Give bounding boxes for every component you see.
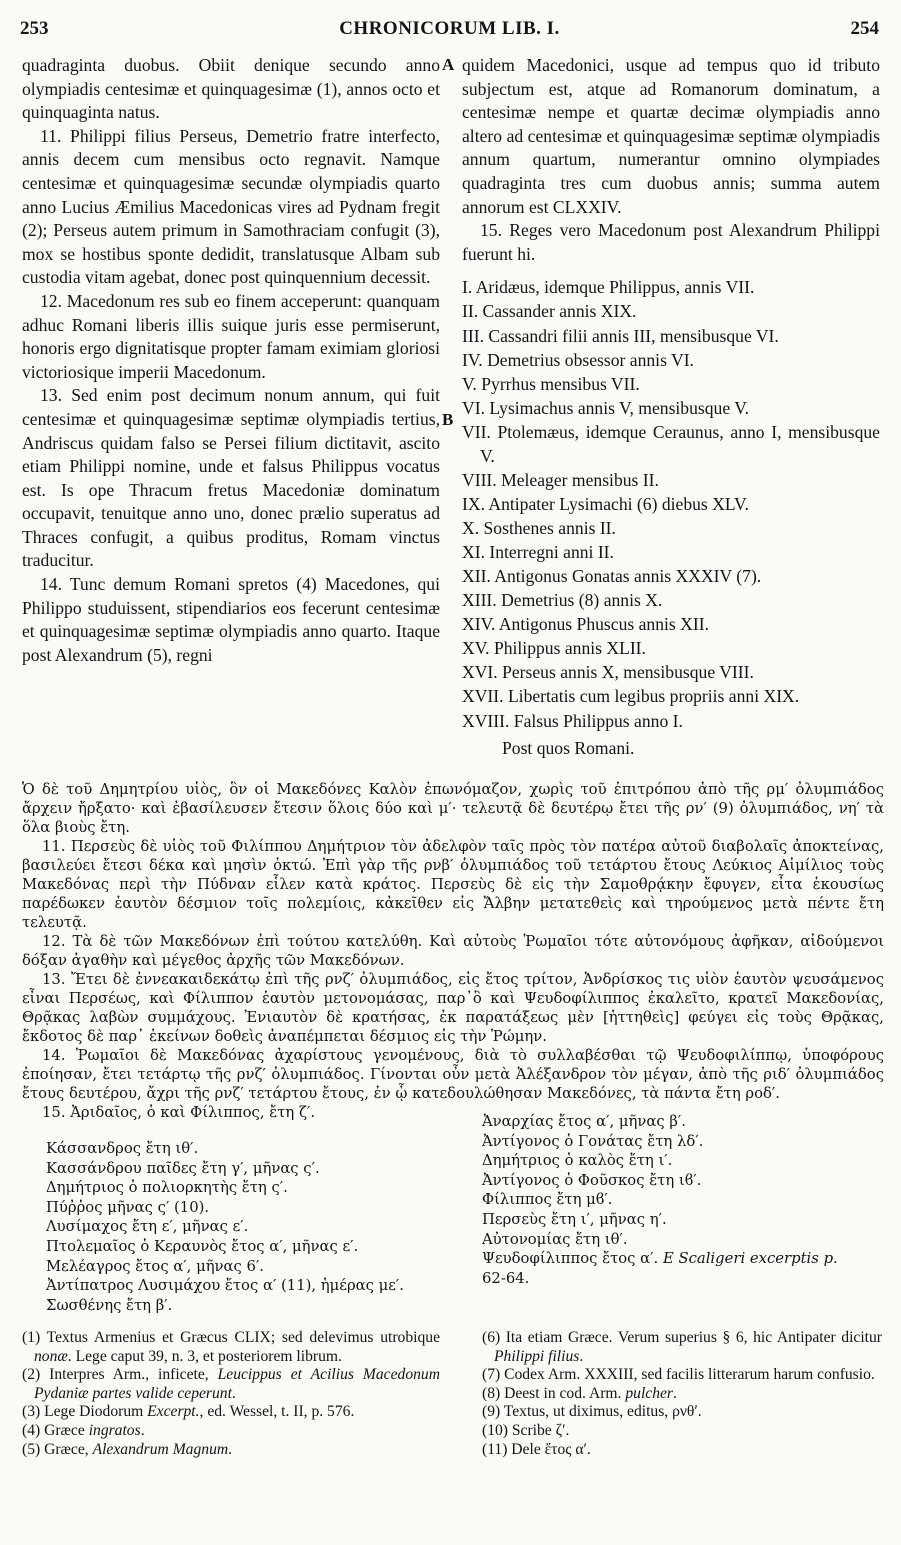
footnote-text: (11) Dele ἔτος α′.: [482, 1440, 591, 1458]
greek-paragraph: 14. Ῥωμαῖοι δὲ Μακεδόνας ἀχαρίστους γενομένους, διὰ τὸ συλλαβέσθαι τῷ Ψευδοφιλίππῳ, ὑποφόρους ἐποίησαν, ἔτει τετάρτῳ τῆς ρνζ′ ὀλυμπιάδος. Γίνονται οὖν μετὰ Ἀλέξανδρον τὸν μέγαν, ἀπὸ τῆς ριδ′ ὀλυμπιάδος ἔτους δευτέρου, ἄχρι τῆς ρνζ′ τετάρτου ἔτους, ἐν ᾧ κατεδουλώθησαν Μακεδόνες, τὰ πάντα ἔτη ροδ′.: [22, 1047, 884, 1102]
king-entry: [462, 637, 880, 661]
king-text: Antigonus Phuscus annis XII.: [498, 614, 709, 635]
greek-king-entry: Σωσθένης ἔτη β′.: [46, 1296, 173, 1314]
latin-paragraph: quidem Macedonici, usque ad tempus quo id tributo subjectum est, atque ad Romanorum dominatum, a centesimæ nempe et quartæ decimæ olympiadis anno altero ad centesimæ et quinquagesimæ septimæ olympiadis annum quartum, numerantur omnino olympiades quadraginta tres cum duobus annis; summa autem annorum est CLXXIV.: [462, 55, 880, 217]
king-text: Meleager mensibus II.: [501, 469, 659, 490]
footnote-text: (7) Codex Arm. XXXIII, sed facilis litterarum harum confusio.: [482, 1366, 875, 1384]
running-header: [20, 18, 879, 42]
king-numeral: XIII.: [462, 590, 502, 611]
footnote-rest: .: [231, 1384, 236, 1402]
footnote: [22, 1329, 440, 1366]
footnote-text: (4) Græce: [22, 1421, 89, 1439]
margin-marker-b: B: [442, 410, 454, 429]
right-page-number: 254: [850, 18, 879, 39]
footnote: [482, 1385, 882, 1404]
footnotes-left: [22, 1329, 440, 1459]
king-text: Libertatis cum legibus propriis anni XIX.: [507, 686, 800, 707]
footnote: [22, 1403, 440, 1422]
footnote: [482, 1422, 882, 1441]
king-entry: [462, 710, 880, 734]
greek-kings-list-right: [482, 1112, 882, 1288]
king-entry: [462, 541, 880, 565]
greek-king-entry: Περσεὺς ἔτη ι′, μῆνας η′.: [482, 1210, 667, 1228]
footnote-rest: .: [228, 1440, 233, 1458]
king-numeral: IV.: [462, 349, 488, 370]
king-text: Demetrius (8) annis X.: [501, 590, 663, 611]
footnote-text: (1) Textus Armenius et Græcus CLIX; sed delevimus utrobique: [22, 1329, 440, 1346]
latin-paragraph: quadraginta duobus. Obiit denique secundo anno olympiadis centesimæ et quinquagesimæ (1), annos octo et quinquaginta natus.: [22, 55, 440, 123]
greek-kings-list-left: [46, 1139, 456, 1315]
footnote: [482, 1366, 882, 1385]
footnote: [22, 1422, 440, 1441]
king-entry: [462, 589, 880, 613]
king-entry: [462, 421, 880, 468]
greek-king-entry: Κασσάνδρου παῖδες ἔτη γ′, μῆνας ς′.: [46, 1159, 320, 1177]
footnote-italic: Philippi filius: [494, 1347, 580, 1365]
footnote-rest: . Lege caput 39, n. 3, et posteriorem librum.: [67, 1347, 342, 1365]
king-text: Interregni anni II.: [489, 541, 614, 562]
king-text: Sosthenes annis II.: [483, 517, 616, 538]
greek-king-entry: Ψευδοφίλιππος ἔτος α′. E Scaligeri excerptis p. 62-64.: [482, 1250, 838, 1287]
king-entry: [462, 276, 880, 300]
greek-king-entry: Λυσίμαχος ἔτη ε′, μῆνας ε′.: [46, 1218, 249, 1236]
king-text: Ptolemæus, idemque Ceraunus, anno I, mensibusque V.: [480, 421, 880, 466]
source-pages: 62-64.: [482, 1269, 530, 1287]
footnote-text: (5) Græce,: [22, 1440, 93, 1458]
footnote-italic: Excerpt.: [147, 1403, 200, 1421]
king-numeral: XV.: [462, 638, 494, 659]
greek-text-block: [22, 780, 884, 1122]
greek-king-entry: Πύῤῥος μῆνας ς′ (10).: [46, 1198, 210, 1216]
footnote: [482, 1329, 882, 1366]
king-entry: [462, 349, 880, 373]
king-text: Demetrius obsessor annis VI.: [487, 349, 694, 370]
latin-right-column: [462, 54, 880, 761]
king-numeral: XII.: [462, 565, 495, 586]
greek-king-entry: Φίλιππος ἔτη μϐ′.: [482, 1191, 613, 1209]
footnote-italic: nonæ: [34, 1347, 68, 1365]
king-text: Philippus annis XLII.: [493, 638, 646, 659]
footnote-text: (2) Interpres Arm., inficete,: [22, 1366, 218, 1384]
running-title: CHRONICORUM LIB. I.: [339, 18, 560, 39]
king-entry: [462, 300, 880, 324]
kings-closing-line: Post quos Romani.: [502, 738, 635, 759]
king-text: Cassander annis XIX.: [482, 301, 637, 322]
greek-king-entry: Ἀντίγονος ὁ Γονάτας ἔτη λδ′.: [482, 1132, 704, 1150]
footnote-text: (3) Lege Diodorum: [22, 1403, 148, 1421]
king-numeral: VIII.: [462, 469, 502, 490]
king-entry: [462, 493, 880, 517]
margin-marker-a: A: [442, 55, 455, 74]
king-numeral: VII.: [462, 421, 498, 442]
king-numeral: V.: [462, 373, 482, 394]
footnote-rest: .: [672, 1384, 677, 1402]
king-numeral: XVIII.: [462, 710, 514, 731]
latin-paragraph: 11. Philippi filius Perseus, Demetrio fratre interfecto, annis decem cum mensibus octo regnavit. Namque centesimæ et quinquagesimæ secundæ olympiadis quarto anno Lucius Æmilius Macedonicas vires ad Pydnam fregit (2); Perseus autem primum in Samothraciam confugit (3), mox se hostibus sponte dedidit, translatusque Albam sub custodia vitam agebat, donec post quinquennium decessit.: [22, 125, 440, 288]
king-text: Antipater Lysimachi (6) diebus XLV.: [488, 493, 749, 514]
greek-king-entry: Δημήτριος ὁ πολιορκητὴς ἔτη ς′.: [46, 1179, 288, 1197]
king-entry: [462, 373, 880, 397]
king-entry: [462, 469, 880, 493]
king-numeral: II.: [462, 301, 483, 322]
footnotes-right: [482, 1329, 882, 1459]
king-numeral: XI.: [462, 541, 490, 562]
king-numeral: XVI.: [462, 662, 503, 683]
greek-paragraph: Ὁ δὲ τοῦ Δημητρίου υἱὸς, ὃν οἱ Μακεδόνες Καλὸν ἐπωνόμαζον, χωρὶς τοῦ ἐπιτρόπου ἀπὸ τῆς ρμ′ ὀλυμπιάδος ἄρχειν ἤρξατο· καὶ ἐβασίλευσεν ἔτεσιν ὅλοις δύο καὶ μ′· τελευτᾷ δὲ δευτέρῳ ἔτει τῆς ρν′ (9) ὀλυμπιάδος, νη′ τὰ ὅλα βιοὺς ἔτη.: [22, 781, 884, 836]
king-numeral: X.: [462, 517, 484, 538]
king-entry: [462, 565, 880, 589]
king-entry: [462, 517, 880, 541]
kings-list: [462, 276, 880, 733]
greek-king-entry: Πτολεμαῖος ὁ Κεραυνὸς ἔτος α′, μῆνας ε′.: [46, 1237, 359, 1255]
king-text: Antigonus Gonatas annis XXXIV (7).: [494, 565, 762, 586]
latin-left-column: [22, 54, 440, 667]
footnote-text: (8) Deest in cod. Arm.: [482, 1384, 626, 1402]
king-entry: [462, 661, 880, 685]
greek-king-entry: Ἀντίγονος ὁ Φοῦσκος ἔτη ιϐ′.: [482, 1171, 702, 1189]
latin-paragraph: 13. Sed enim post decimum nonum annum, qui fuit centesimæ et quinquagesimæ septimæ olympiadis tertius, Andriscus quidam falso se Persei filium dictitavit, ascito etiam Philippi nomine, unde et falsus Philippus vocatus est. Is ope Thracum fretus Macedoniæ dominatum occupavit, tenuitque anno uno, donec prælio superatus ad Thraces confugit, a quibus proditus, Romam vinctus traducitur.: [22, 385, 440, 571]
footnote-italic: Alexandrum Magnum: [92, 1440, 229, 1458]
greek-paragraph: 12. Τὰ δὲ τῶν Μακεδόνων ἐπὶ τούτου κατελύθη. Καὶ αὐτοὺς Ῥωμαῖοι τότε αὐτονόμους ἀφῆκαν, αἰδούμενοι δόξαν ἀγαθὴν καὶ μέγεθος ἀρχῆς τῶν Μακεδόνων.: [22, 933, 884, 969]
footnote-italic: ingratos: [88, 1421, 141, 1439]
latin-paragraph: 14. Tunc demum Romani spretos (4) Macedones, qui Philippo studuissent, stipendiarios eos fecerunt centesimæ et quinquagesimæ septimæ olympiadis anno quarto. Itaque post Alexandrum (5), regni: [22, 574, 440, 665]
king-entry: [462, 325, 880, 349]
king-entry: [462, 613, 880, 637]
source-citation: E Scaligeri excerptis p.: [662, 1250, 838, 1268]
footnote-text: (9) Textus, ut diximus, editus, ρνθ′.: [482, 1403, 702, 1421]
king-numeral: I.: [462, 277, 476, 298]
latin-paragraph: 15. Reges vero Macedonum post Alexandrum Philippi fuerunt hi.: [462, 220, 880, 264]
footnote-rest: , ed. Wessel, t. II, p. 576.: [199, 1403, 355, 1421]
king-numeral: XVII.: [462, 686, 508, 707]
footnote-text: (6) Ita etiam Græce. Verum superius § 6, hic Antipater dicitur: [482, 1329, 882, 1346]
king-entry: [462, 397, 880, 421]
greek-king-entry: Μελέαγρος ἔτος α′, μῆνας 6′.: [46, 1257, 265, 1275]
greek-king-entry: Ἀναρχίας ἔτος α′, μῆνας β′.: [482, 1113, 686, 1130]
greek-king-entry: Δημήτριος ὁ καλὸς ἔτη ι′.: [482, 1152, 673, 1170]
king-text: Pyrrhus mensibus VII.: [481, 373, 640, 394]
footnote-rest: .: [579, 1347, 584, 1365]
king-numeral: XIV.: [462, 614, 499, 635]
footnote: [22, 1366, 440, 1403]
king-text: Falsus Philippus anno I.: [513, 710, 683, 731]
greek-paragraph: 15. Ἀριδαῖος, ὁ καὶ Φίλιππος, ἔτη ζ′.: [42, 1104, 316, 1121]
latin-paragraph: 12. Macedonum res sub eo finem acceperunt: quanquam adhuc Romani liberis illis suique juris esse permiserunt, honoris ergo dignitatisque propter famam eximiam gloriosi victoriosique imperii Macedonum.: [22, 290, 440, 382]
footnote: [482, 1403, 882, 1422]
footnote-text: (10) Scribe ζ′.: [482, 1421, 570, 1439]
greek-paragraph: 13. Ἔτει δὲ ἐννεακαιδεκάτῳ ἐπὶ τῆς ρνζ′ ὀλυμπιάδος, εἰς ἔτος τρίτον, Ἀνδρίσκος τις υἱὸν ἑαυτὸν ψευσάμενος εἶναι Περσέως, καὶ Φίλιππον ἑαυτὸν μετονομάσας, παρ᾽ὃ καὶ Ψευδοφίλιππος ἐκαλεῖτο, κρατεῖ Μακεδονίας, Θρᾷκας λαβὼν συμμάχους. Ἐνιαυτὸν δὲ κρατήσας, ἐκ παρατάξεως μὲν [ἡττηθεὶς] φεύγει εἰς τοὺς Θρᾷκας, ἔκδοτος δὲ παρ᾽ ἐκείνων δοθεὶς ἀναπέμπεται δέσμιος εἰς τὴν Ῥώμην.: [22, 971, 884, 1045]
king-numeral: III.: [462, 325, 489, 346]
king-text: Cassandri filii annis III, mensibusque VI.: [488, 325, 779, 346]
footnote: [22, 1441, 440, 1460]
king-numeral: VI.: [462, 397, 490, 418]
footnote-italic: Leucippus et Acilius Macedonum Pydaniæ partes valide ceperunt: [34, 1366, 440, 1402]
king-text: Perseus annis X, mensibusque VIII.: [502, 662, 754, 683]
footnote-italic: pulcher: [625, 1384, 673, 1402]
king-entry: [462, 685, 880, 709]
greek-king-entry: Ἀντίπατρος Λυσιμάχου ἔτος α′ (11), ἡμέρας με′.: [46, 1277, 404, 1295]
king-numeral: IX.: [462, 493, 489, 514]
greek-king-entry: Κάσσανδρος ἔτη ιθ′.: [46, 1140, 199, 1157]
left-page-number: 253: [20, 18, 49, 39]
king-text: Lysimachus annis V, mensibusque V.: [489, 397, 750, 418]
footnote-rest: .: [140, 1421, 145, 1439]
footnote: [482, 1441, 882, 1460]
greek-king-entry: Αὐτονομίας ἔτη ιθ′.: [482, 1230, 628, 1248]
greek-paragraph: 11. Περσεὺς δὲ υἱὸς τοῦ Φιλίππου Δημήτριον τὸν ἀδελφὸν ταῖς πρὸς τὸν πατέρα αὐτοῦ διαβολαῖς ἀποκτείνας, βασιλεύει ἔτεσι δέκα καὶ μησὶν ὀκτώ. Ἐπὶ γὰρ τῆς ρνβ′ ὀλυμπιάδος τοῦ τετάρτου ἔτους Λεύκιος Αἰμίλιος τοὺς Μακεδόνας περὶ τὴν Πύδναν εἷλεν κατὰ κράτος. Περσεὺς δὲ εἰς τὴν Σαμοθρᾴκην ἔφυγεν, εἶτα ἑκουσίως παρέδωκεν ἑαυτὸν δέσμιον τοῖς πολεμίοις, κἀκεῖθεν εἰς Ἄλβην μετατεθεὶς καὶ τηρούμενος μετὰ πέντε ἔτη τελευτᾷ.: [22, 838, 884, 931]
king-text: Aridæus, idemque Philippus, annis VII.: [475, 277, 755, 298]
